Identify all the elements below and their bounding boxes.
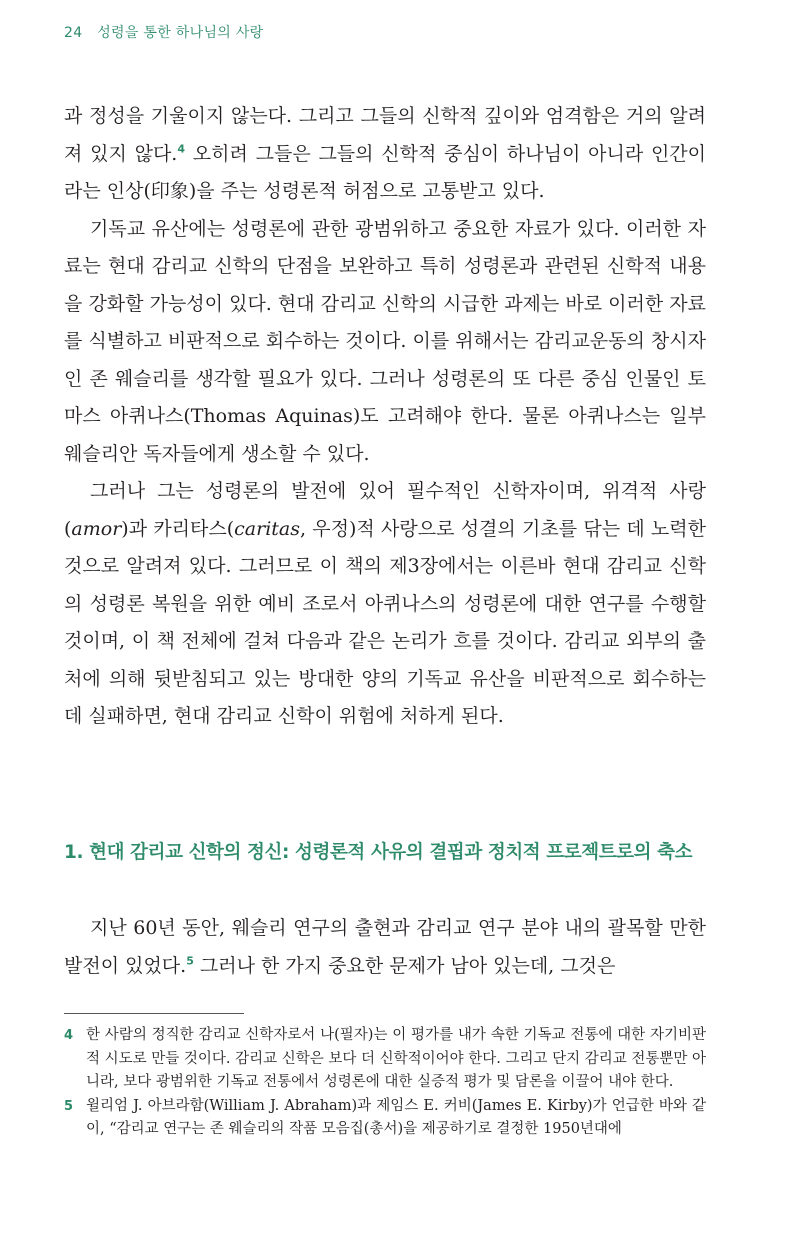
running-header [64,22,264,42]
section-heading: 1. 현대 감리교 신학의 정신: 성령론적 사유의 결핍과 정치적 프로젝트로의 축소 [64,842,693,863]
footnote-number: 4 [64,1028,74,1043]
term-caritas: caritas [234,517,300,540]
paragraph-3-part-a: 그러나 그는 성령론의 발전에 있어 필수적인 신학자이며, 위격적 사랑( [64,480,706,540]
paragraph-3 [64,473,706,736]
section-paragraph-1-text: 지난 60년 동안, 웨슬리 연구의 출현과 감리교 연구 분야 내의 괄목할 만한 발전이 있었다. [64,917,706,977]
section-paragraph-1-text-after: 그러나 한 가지 중요한 문제가 남아 있는데, 그것은 [193,954,616,977]
paragraph-1 [64,98,706,211]
footnote-ref-4[interactable]: 4 [177,142,186,156]
section-text [64,910,706,985]
footnote-number: 5 [64,1098,74,1114]
paragraph-1-text-after: 오히려 그들은 그들의 신학적 중심이 하나님이 아니라 인간이라는 인상(印象)을 주는 성령론적 허점으로 고통받고 있다. [64,142,707,202]
footnote-text: 윌리엄 J. 아브라함(William J. Abraham)과 제임스 E. 커비(James E. Kirby)가 언급한 바와 같이, “감리교 연구는 존 웨슬리의 작품 모음집(총서)을 제공하기로 결정한 1950년대에 [86,1097,706,1137]
paragraph-3-part-c: , 우정)적 사랑으로 성결의 기초를 닦는 데 노력한 것으로 알려져 있다. 그러므로 이 책의 제3장에서는 이른바 현대 감리교 신학의 성령론 복원을 위한 예비 조로서 아퀴나스의 성령론에 대한 연구를 수행할 것이며, 이 책 전체에 걸쳐 다음과 같은 논리가 흐를 것이다. 감리교 외부의 출처에 의해 뒷받침되고 있는 방대한 양의 기독교 유산을 비판적으로 회수하는 데 실패하면, 현대 감리교 신학이 위험에 처하게 된다. [64,517,706,727]
footnote-ref-5[interactable]: 5 [186,954,194,968]
paragraph-1-text: 과 정성을 기울이지 않는다. 그리고 그들의 신학적 깊이와 엄격함은 거의 알려져 있지 않다. [64,105,706,165]
footnotes [64,1024,706,1142]
paragraph-3-part-b: )과 카리타스( [121,517,235,540]
footnote-divider [64,1013,244,1014]
footnote-4 [64,1024,706,1095]
section-paragraph-1 [64,910,706,985]
running-title: 성령을 통한 하나님의 사랑 [97,25,264,41]
term-amor: amor [71,517,122,540]
paragraph-2: 기독교 유산에는 성령론에 관한 광범위하고 중요한 자료가 있다. 이러한 자료는 현대 감리교 신학의 단점을 보완하고 특히 성령론과 관련된 신학적 내용을 강화할 가능성이 있다. 현대 감리교 신학의 시급한 과제는 바로 이러한 자료를 식별하고 비판적으로 회수하는 것이다. 이를 위해서는 감리교운동의 창시자인 존 웨슬리를 생각할 필요가 있다. 그러나 성령론의 또 다른 중심 인물인 토마스 아퀴나스(Thomas Aquinas)도 고려해야 한다. 물론 아퀴나스는 일부 웨슬리안 독자들에게 생소할 수 있다. [64,217,706,465]
main-text [64,98,706,736]
footnote-text: 한 사람의 정직한 감리교 신학자로서 나(필자)는 이 평가를 내가 속한 기독교 전통에 대한 자기비판적 시도로 만들 것이다. 감리교 신학은 보다 더 신학적이어야 한다. 그리고 단지 감리교 전통뿐만 아니라, 보다 광범위한 기독교 전통에서 성령론에 대한 실증적 평가 및 담론을 이끌어 내야 한다. [86,1027,707,1090]
footnote-5 [64,1095,706,1142]
page-number: 24 [64,25,83,41]
